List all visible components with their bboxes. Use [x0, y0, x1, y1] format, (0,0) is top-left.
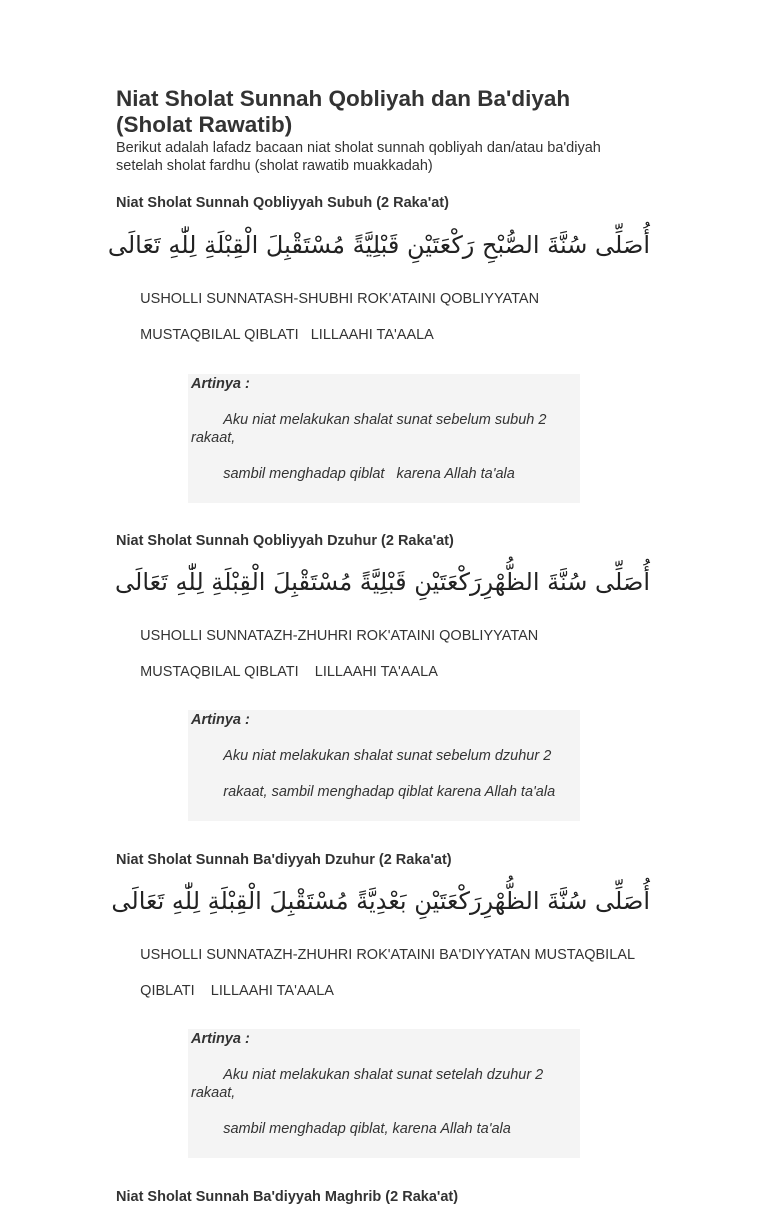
section-heading: Niat Sholat Sunnah Qobliyyah Subuh (2 Raka'at)	[116, 195, 449, 211]
latin-line-2: MUSTAQBILAL QIBLATI LILLAAHI TA'AALA	[140, 327, 434, 343]
latin-line-1: USHOLLI SUNNATAZH-ZHUHRI ROK'ATAINI BA'DIYYATAN MUSTAQBILAL	[140, 947, 636, 963]
meaning-box	[188, 710, 580, 821]
section-heading: Niat Sholat Sunnah Ba'diyyah Dzuhur (2 Raka'at)	[116, 852, 452, 868]
latin-transliteration	[116, 609, 656, 699]
latin-transliteration	[116, 272, 656, 362]
meaning-box	[188, 374, 580, 503]
section-badiyyah-dzuhur	[111, 851, 656, 1158]
meaning-text	[191, 393, 577, 501]
arabic-niat-text: أُصَلِّى سُنَّةَ الظُّهْرِرَكْعَتَيْنِ قَبْلِيَّةً مُسْتَقْبِلَ الْقِبْلَةِ لِلّٰهِ تَعَالَى	[115, 568, 650, 596]
latin-line-1: USHOLLI SUNNATASH-SHUBHI ROK'ATAINI QOBLIYYATAN	[140, 291, 540, 307]
intro-line-2: setelah sholat fardhu (sholat rawatib muakkadah)	[116, 158, 433, 174]
meaning-line-1: Aku niat melakukan shalat sunat setelah dzuhur 2 rakaat,	[191, 1067, 548, 1101]
latin-line-2: MUSTAQBILAL QIBLATI LILLAAHI TA'AALA	[140, 664, 438, 680]
latin-transliteration	[116, 928, 656, 1018]
meaning-line-1: Aku niat melakukan shalat sunat sebelum dzuhur 2	[223, 748, 552, 764]
section-heading: Niat Sholat Sunnah Qobliyyah Dzuhur (2 Raka'at)	[116, 533, 454, 549]
latin-line-2: QIBLATI LILLAAHI TA'AALA	[140, 983, 334, 999]
meaning-line-1: Aku niat melakukan shalat sunat sebelum subuh 2 rakaat,	[191, 412, 551, 446]
meaning-text	[191, 1048, 577, 1156]
section-qobliyyah-dzuhur	[116, 532, 656, 821]
meaning-label: Artinya :	[191, 1031, 250, 1047]
section-heading: Niat Sholat Sunnah Ba'diyyah Maghrib (2 Raka'at)	[116, 1189, 459, 1205]
section-qobliyyah-subuh	[107, 194, 656, 503]
intro-line-1: Berikut adalah lafadz bacaan niat sholat sunnah qobliyah dan/atau ba'diyah	[116, 140, 601, 156]
meaning-line-2: sambil menghadap qiblat karena Allah ta'ala	[223, 466, 515, 482]
meaning-line-2: rakaat, sambil menghadap qiblat karena Allah ta'ala	[223, 784, 556, 800]
page-title-line-2: (Sholat Rawatib)	[116, 112, 293, 137]
arabic-niat-text: أُصَلِّى سُنَّةَ الظُّهْرِرَكْعَتَيْنِ بَعْدِيَّةً مُسْتَقْبِلَ الْقِبْلَةِ لِلّٰهِ تَعَالَى	[111, 887, 650, 915]
document-page	[107, 86, 656, 1206]
meaning-label: Artinya :	[191, 712, 250, 728]
intro-paragraph	[116, 139, 656, 175]
meaning-line-2: sambil menghadap qiblat, karena Allah ta'ala	[223, 1121, 511, 1137]
meaning-box	[188, 1029, 580, 1158]
page-title	[116, 86, 656, 138]
latin-line-1: USHOLLI SUNNATAZH-ZHUHRI ROK'ATAINI QOBLIYYATAN	[140, 628, 539, 644]
section-badiyyah-maghrib	[116, 1188, 656, 1206]
meaning-text	[191, 729, 577, 819]
page-title-line-1: Niat Sholat Sunnah Qobliyah dan Ba'diyah	[116, 86, 571, 111]
arabic-niat-text: أُصَلِّى سُنَّةَ الصُّبْحِ رَكْعَتَيْنِ قَبْلِيَّةً مُسْتَقْبِلَ الْقِبْلَةِ لِلّٰهِ تَعَالَى	[107, 231, 650, 259]
meaning-label: Artinya :	[191, 376, 250, 392]
